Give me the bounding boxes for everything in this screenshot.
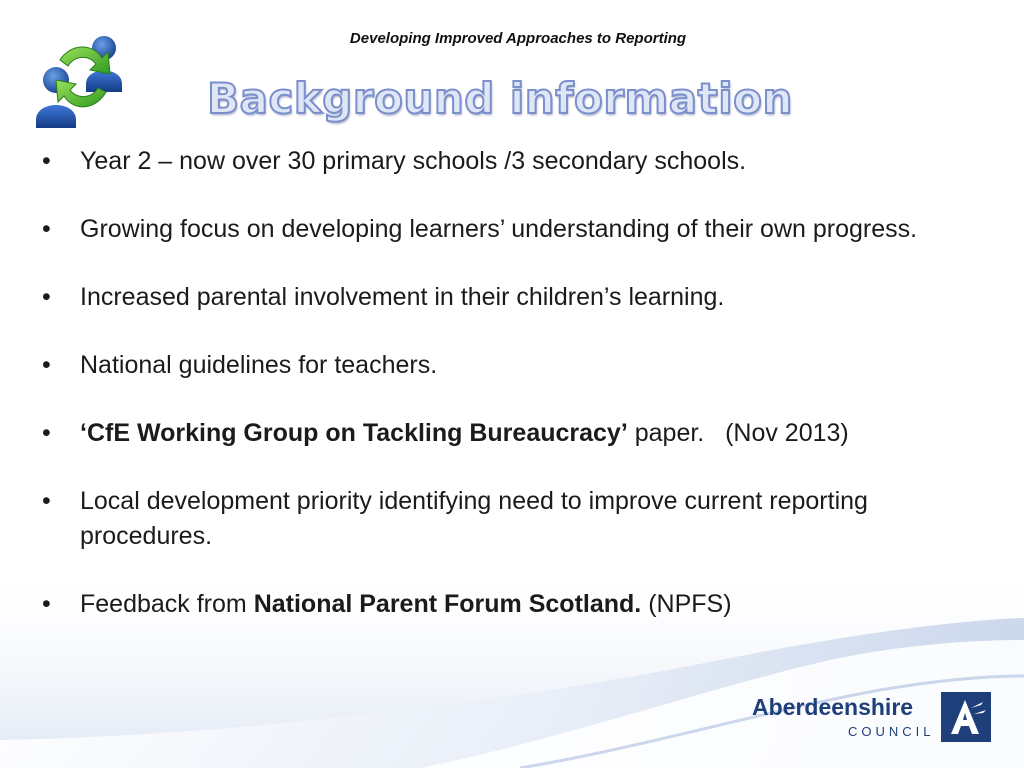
presentation-subtitle: Developing Improved Approaches to Reporting — [349, 30, 687, 47]
bullet-text: Year 2 – now over 30 primary schools /3 secondary schools. — [80, 147, 747, 175]
bullet-text: National guidelines for teachers. — [80, 351, 438, 379]
bullet-item — [42, 212, 992, 247]
aberdeenshire-a-icon — [941, 692, 991, 742]
bullet-item — [42, 484, 992, 554]
bullet-text: paper. (Nov 2013) — [627, 419, 849, 447]
bullet-item — [42, 280, 992, 315]
bullet-marker: • — [42, 215, 51, 243]
council-logo — [752, 690, 997, 746]
bullet-text: Local development priority identifying need to improve current reporting procedures. — [80, 487, 868, 550]
bullet-bold-text: ‘CfE Working Group on Tackling Bureaucracy’ — [80, 419, 628, 447]
bullet-item — [42, 144, 992, 179]
bullet-text: (NPFS) — [641, 590, 732, 618]
bullet-marker: • — [42, 487, 51, 515]
council-subtitle: COUNCIL — [848, 724, 935, 739]
bullet-text: Feedback from — [80, 590, 254, 618]
bullet-text: Increased parental involvement in their children’s learning. — [80, 283, 725, 311]
bullet-item — [42, 348, 992, 383]
slide-title: Background information — [207, 74, 793, 123]
bullet-marker: • — [42, 147, 51, 175]
council-name: Aberdeenshire — [752, 694, 914, 720]
bullet-text: Growing focus on developing learners’ understanding of their own progress. — [80, 215, 918, 243]
bullet-list — [42, 144, 992, 622]
bullet-marker: • — [42, 590, 51, 618]
bullet-marker: • — [42, 283, 51, 311]
bullet-item — [42, 416, 992, 451]
bullet-marker: • — [42, 351, 51, 379]
bullet-item — [42, 587, 992, 622]
bullet-bold-text: National Parent Forum Scotland. — [253, 590, 642, 618]
bullet-marker: • — [42, 419, 51, 447]
